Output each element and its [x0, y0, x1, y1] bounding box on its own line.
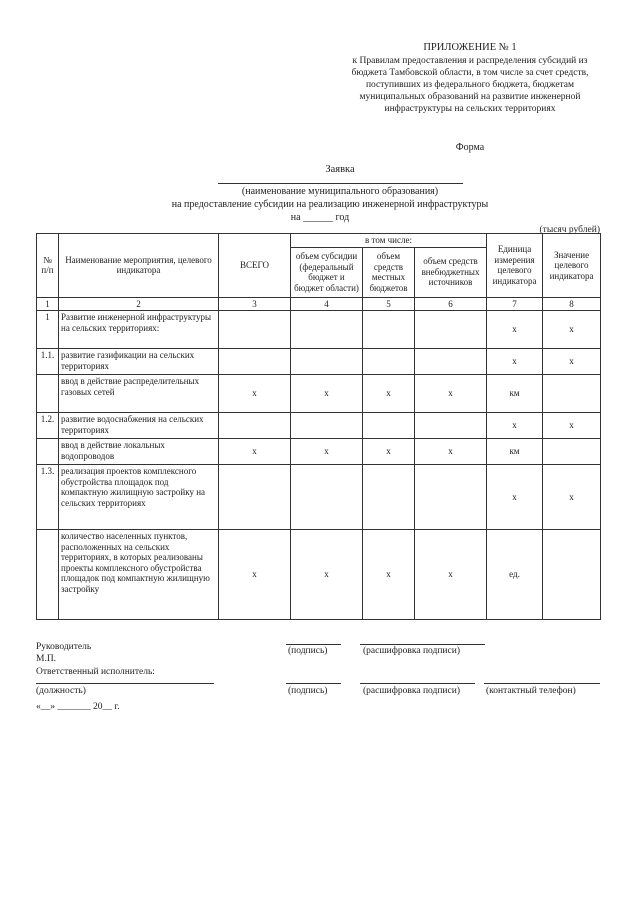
stamp-label: М.П.: [36, 654, 57, 664]
year-line: на ______ год: [290, 212, 350, 223]
cell-federal: [291, 311, 363, 349]
row-num: 1.3.: [37, 465, 59, 530]
form-label: Форма: [455, 142, 485, 153]
column-number: 6: [415, 297, 487, 311]
header-unit: Единица измерения целевого индикатора: [487, 234, 543, 298]
appendix-line: инфраструктуры на сельских территориях: [384, 104, 556, 114]
header-including: в том числе:: [291, 234, 487, 248]
cell-local: x: [363, 530, 415, 620]
table-row: [37, 375, 601, 413]
units-note: (тысяч рублей): [539, 225, 600, 235]
cell-total: x: [219, 530, 291, 620]
table-row: [37, 311, 601, 349]
row-name: ввод в действие локальных водопроводов: [59, 439, 219, 465]
phone-line: [484, 683, 600, 684]
row-name: ввод в действие распределительных газовых сетей: [59, 375, 219, 413]
row-name: реализация проектов комплексного обустройства площадок под компактную жилищную застройку на сельских территориях: [59, 465, 219, 530]
column-number: 8: [543, 297, 601, 311]
cell-local: [363, 413, 415, 439]
header-federal: объем субсидии (федеральный бюджет и бюджет области): [291, 247, 363, 297]
cell-federal: x: [291, 375, 363, 413]
cell-extra: x: [415, 530, 487, 620]
cell-total: [219, 311, 291, 349]
date-line: «__» _______ 20__ г.: [36, 702, 120, 712]
row-num: [37, 530, 59, 620]
column-number: 2: [59, 297, 219, 311]
cell-extra: x: [415, 375, 487, 413]
cell-local: x: [363, 375, 415, 413]
decoding-caption: (расшифровка подписи): [363, 646, 460, 656]
header-extra: объем средств внебюджетных источников: [415, 247, 487, 297]
cell-value: [543, 530, 601, 620]
table-row: [37, 530, 601, 620]
phone-caption: (контактный телефон): [486, 686, 576, 696]
column-number: 7: [487, 297, 543, 311]
row-num: 1: [37, 311, 59, 349]
cell-value: x: [543, 465, 601, 530]
cell-local: [363, 311, 415, 349]
cell-unit: x: [487, 349, 543, 375]
table-row: [37, 465, 601, 530]
cell-federal: [291, 349, 363, 375]
row-num: 1.1.: [37, 349, 59, 375]
cell-unit: км: [487, 375, 543, 413]
header-name: Наименование мероприятия, целевого индикатора: [59, 234, 219, 298]
column-numbers-row: [37, 297, 601, 311]
cell-unit: км: [487, 439, 543, 465]
cell-total: x: [219, 439, 291, 465]
position-line: [36, 683, 214, 684]
header-local: объем средств местных бюджетов: [363, 247, 415, 297]
municipality-caption: (наименование муниципального образования): [241, 186, 439, 197]
cell-total: x: [219, 375, 291, 413]
column-number: 5: [363, 297, 415, 311]
cell-federal: [291, 413, 363, 439]
table-row: [37, 349, 601, 375]
row-name: Развитие инженерной инфраструктуры на сельских территориях:: [59, 311, 219, 349]
cell-local: [363, 465, 415, 530]
signature-line-2: [286, 683, 341, 684]
decoding-line: [360, 644, 485, 645]
decoding-line-2: [360, 683, 475, 684]
header-total: ВСЕГО: [219, 234, 291, 298]
cell-federal: x: [291, 530, 363, 620]
signature-caption: (подпись): [288, 646, 328, 656]
cell-value: x: [543, 413, 601, 439]
cell-extra: [415, 413, 487, 439]
cell-total: [219, 413, 291, 439]
row-name: развитие водоснабжения на сельских территориях: [59, 413, 219, 439]
position-caption: (должность): [36, 686, 86, 696]
cell-extra: [415, 349, 487, 375]
appendix-line: к Правилам предоставления и распределения субсидий из: [352, 56, 588, 66]
request-table: [36, 233, 601, 620]
appendix-line: поступивших из федерального бюджета, бюджетам: [365, 80, 575, 90]
executor-label: Ответственный исполнитель:: [36, 667, 155, 677]
cell-unit: ед.: [487, 530, 543, 620]
row-name: развитие газификации на сельских территориях: [59, 349, 219, 375]
header-num: № п/п: [37, 234, 59, 298]
row-num: [37, 375, 59, 413]
cell-value: x: [543, 311, 601, 349]
signature-line: [286, 644, 341, 645]
column-number: 1: [37, 297, 59, 311]
cell-total: [219, 349, 291, 375]
cell-extra: [415, 311, 487, 349]
request-title: Заявка: [325, 164, 355, 175]
cell-extra: x: [415, 439, 487, 465]
decoding-caption-2: (расшифровка подписи): [363, 686, 460, 696]
table-row: [37, 439, 601, 465]
cell-unit: x: [487, 465, 543, 530]
appendix-line: муниципальных образований на развитие инженерной: [359, 92, 581, 102]
cell-value: [543, 439, 601, 465]
cell-total: [219, 465, 291, 530]
cell-unit: x: [487, 413, 543, 439]
cell-extra: [415, 465, 487, 530]
table-row: [37, 413, 601, 439]
head-label: Руководитель: [36, 642, 92, 652]
header-value: Значение целевого индикатора: [543, 234, 601, 298]
appendix-title: ПРИЛОЖЕНИЕ № 1: [423, 42, 517, 53]
cell-local: [363, 349, 415, 375]
municipality-line: [218, 183, 463, 184]
cell-federal: [291, 465, 363, 530]
row-name: количество населенных пунктов, расположенных на сельских территориях, в которых реализованы проекты комплексного обустройства площадок под компактную жилищную застройку: [59, 530, 219, 620]
row-num: 1.2.: [37, 413, 59, 439]
cell-value: [543, 375, 601, 413]
signature-caption-2: (подпись): [288, 686, 328, 696]
appendix-line: бюджета Тамбовской области, в том числе за счет средств,: [351, 68, 589, 78]
row-num: [37, 439, 59, 465]
cell-value: x: [543, 349, 601, 375]
purpose-line: на предоставление субсидии на реализацию инженерной инфраструктуры: [171, 199, 489, 210]
cell-unit: x: [487, 311, 543, 349]
appendix-block: [340, 42, 600, 115]
cell-local: x: [363, 439, 415, 465]
column-number: 4: [291, 297, 363, 311]
column-number: 3: [219, 297, 291, 311]
cell-federal: x: [291, 439, 363, 465]
